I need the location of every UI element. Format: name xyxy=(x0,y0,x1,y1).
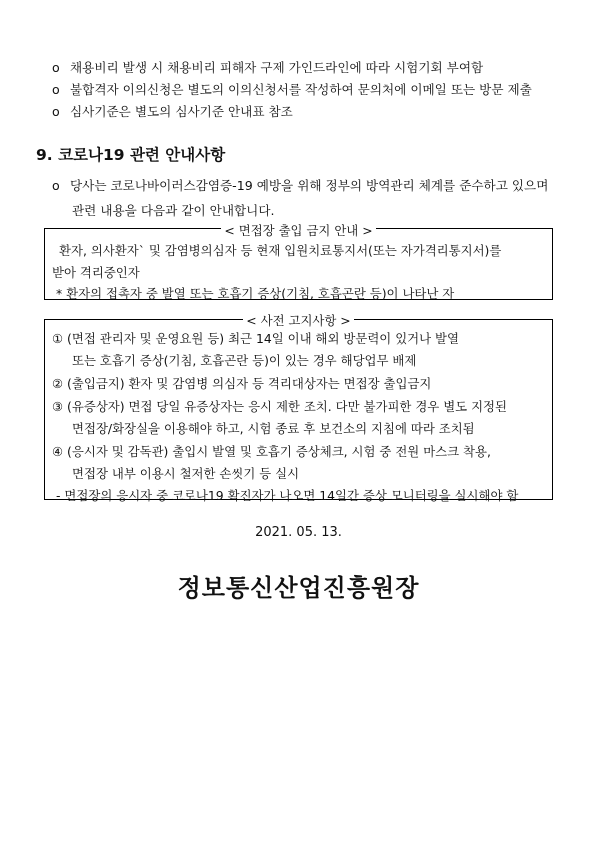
prior-notice-title-text: < 사전 고지사항 > xyxy=(243,313,353,328)
bullet-mark: o xyxy=(52,60,60,75)
prior-notice-box xyxy=(44,313,553,503)
bullet-mark: o xyxy=(52,82,60,97)
bullet-appeal xyxy=(52,80,532,100)
bullet-text: 채용비리 발생 시 채용비리 피해자 구제 가인드라인에 따라 시험기회 부여함 xyxy=(70,60,484,75)
prior-notice-item-4: ④ (응시자 및 감독관) 출입시 발열 및 호흡기 증상체크, 시험 중 전원 마스크 착용, xyxy=(52,444,491,459)
prior-notice-item-3: ③ (유증상자) 면접 당일 유증상자는 응시 제한 조치. 다만 불가피한 경우 별도 지정된 xyxy=(52,399,507,414)
prior-notice-title xyxy=(45,313,552,329)
entry-ban-line-1: 환자, 의사환자` 및 감염병의심자 등 현재 입원치료통지서(또는 자가격리통지서)를 xyxy=(59,243,502,258)
organization-signature: 정보통신산업진흥원장 xyxy=(177,574,420,602)
entry-ban-title-text: < 면접장 출입 금지 안내 > xyxy=(221,223,375,238)
bullet-mark: o xyxy=(52,104,60,119)
prior-notice-item-2: ② (출입금지) 환자 및 감염병 의심자 등 격리대상자는 면접장 출입금지 xyxy=(52,376,432,391)
bullet-text: 당사는 코로나바이러스감염증-19 예방을 위해 정부의 방역관리 체계를 준수하고 있으며 xyxy=(70,178,549,193)
entry-ban-box xyxy=(44,223,553,301)
entry-ban-line-3: * 환자의 접촉자 중 발열 또는 호흡기 증상(기침, 호흡곤란 등)이 나타난 자 xyxy=(56,286,455,301)
entry-ban-line-2: 받아 격리중인자 xyxy=(52,265,140,280)
prior-notice-item-3-cont: 면접장/화장실을 이용해야 하고, 시험 종료 후 보건소의 지침에 따라 조치됨 xyxy=(72,421,475,436)
prior-notice-item-4-cont: 면접장 내부 이용시 철저한 손씻기 등 실시 xyxy=(72,466,300,481)
bullet-mark: o xyxy=(52,178,60,193)
bullet-recruitment-fraud xyxy=(52,58,483,78)
bullet-text: 심사기준은 별도의 심사기준 안내표 참조 xyxy=(70,104,293,119)
prior-notice-item-1-cont: 또는 호흡기 증상(기침, 호흡곤란 등)이 있는 경우 해당업무 배제 xyxy=(72,353,417,368)
bullet-criteria xyxy=(52,102,293,122)
bullet-covid-notice-cont: 관련 내용을 다음과 같이 안내합니다. xyxy=(72,203,275,218)
entry-ban-title xyxy=(45,223,552,239)
bullet-text: 불합격자 이의신청은 별도의 이의신청서를 작성하여 문의처에 이메일 또는 방문 제출 xyxy=(70,82,532,97)
prior-notice-item-1: ① (면접 관리자 및 운영요원 등) 최근 14일 이내 해외 방문력이 있거나 발열 xyxy=(52,331,459,346)
prior-notice-note: - 면접장의 응시자 중 코로나19 확진자가 나오면 14일간 증상 모니터링을 실시해야 함 xyxy=(56,488,519,503)
document-date: 2021. 05. 13. xyxy=(255,525,342,540)
section-heading: 9. 코로나19 관련 안내사항 xyxy=(36,146,226,164)
bullet-covid-notice xyxy=(52,176,548,196)
